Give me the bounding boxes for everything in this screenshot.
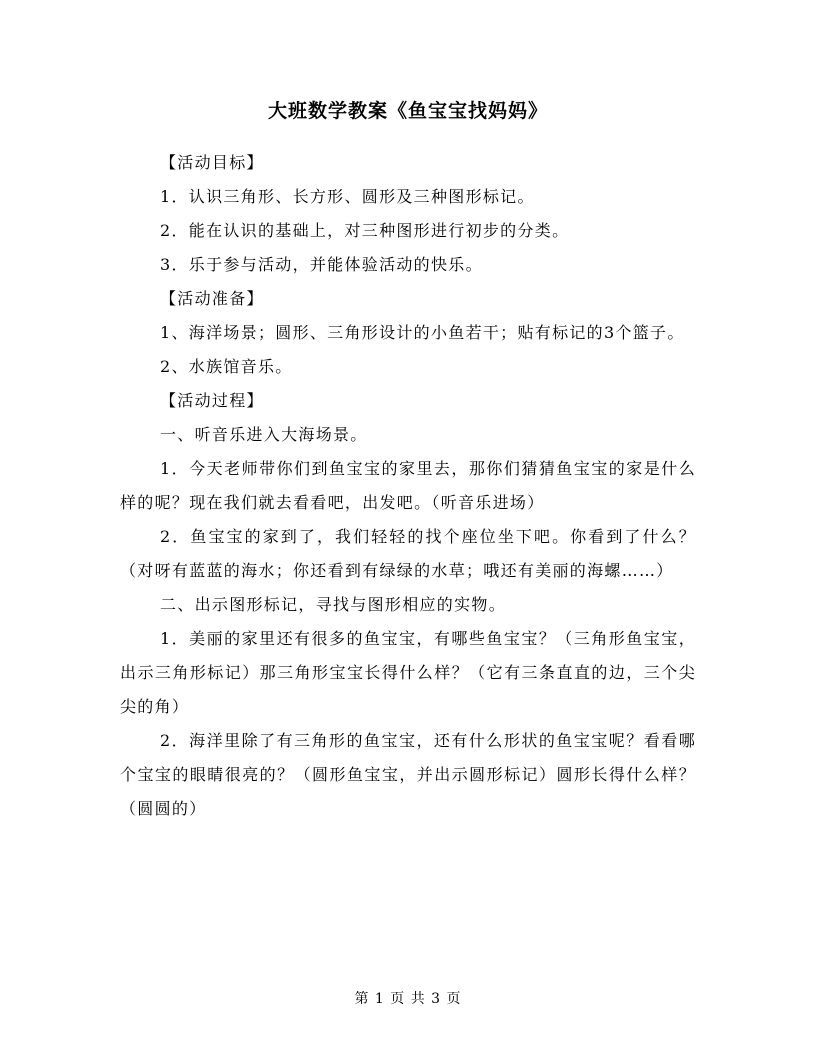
process-step-1-item-1: 1．今天老师带你们到鱼宝宝的家里去，那你们猜猜鱼宝宝的家是什么样的呢？现在我们就去看看吧，出发吧。（听音乐进场） — [120, 459, 696, 512]
process-step-2-heading: 二、出示图形标记，寻找与图形相应的实物。 — [160, 595, 507, 614]
document-title: 大班数学教案《鱼宝宝找妈妈》 — [267, 100, 548, 122]
goal-item-3: 3．乐于参与活动，并能体验活动的快乐。 — [160, 255, 483, 274]
process-step-2-item-1: 1．美丽的家里还有很多的鱼宝宝，有哪些鱼宝宝？（三角形鱼宝宝，出示三角形标记）那三角形宝宝长得什么样？（它有三条直直的边，三个尖尖的角） — [120, 629, 696, 716]
section-heading-process: 【活动过程】 — [160, 391, 264, 410]
process-step-2-item-2: 2．海洋里除了有三角形的鱼宝宝，还有什么形状的鱼宝宝呢？看看哪个宝宝的眼睛很亮的？（圆形鱼宝宝，并出示圆形标记）圆形长得什么样？（圆圆的） — [120, 731, 696, 818]
page-footer: 第 1 页 共 3 页 — [354, 991, 462, 1007]
goal-item-1: 1．认识三角形、长方形、圆形及三种图形标记。 — [160, 187, 535, 206]
preparation-item-1: 1、海洋场景；圆形、三角形设计的小鱼若干；贴有标记的3个篮子。 — [160, 323, 685, 342]
process-step-1-item-2: 2．鱼宝宝的家到了，我们轻轻的找个座位坐下吧。你看到了什么？（对呀有蓝蓝的海水；你还看到有绿绿的水草；哦还有美丽的海螺……） — [120, 527, 696, 580]
section-heading-goals: 【活动目标】 — [160, 153, 264, 172]
preparation-item-2: 2、水族馆音乐。 — [160, 357, 293, 376]
process-step-1-heading: 一、听音乐进入大海场景。 — [160, 425, 368, 444]
document-body — [120, 146, 696, 826]
section-heading-preparation: 【活动准备】 — [160, 289, 264, 308]
goal-item-2: 2．能在认识的基础上，对三种图形进行初步的分类。 — [160, 221, 570, 240]
